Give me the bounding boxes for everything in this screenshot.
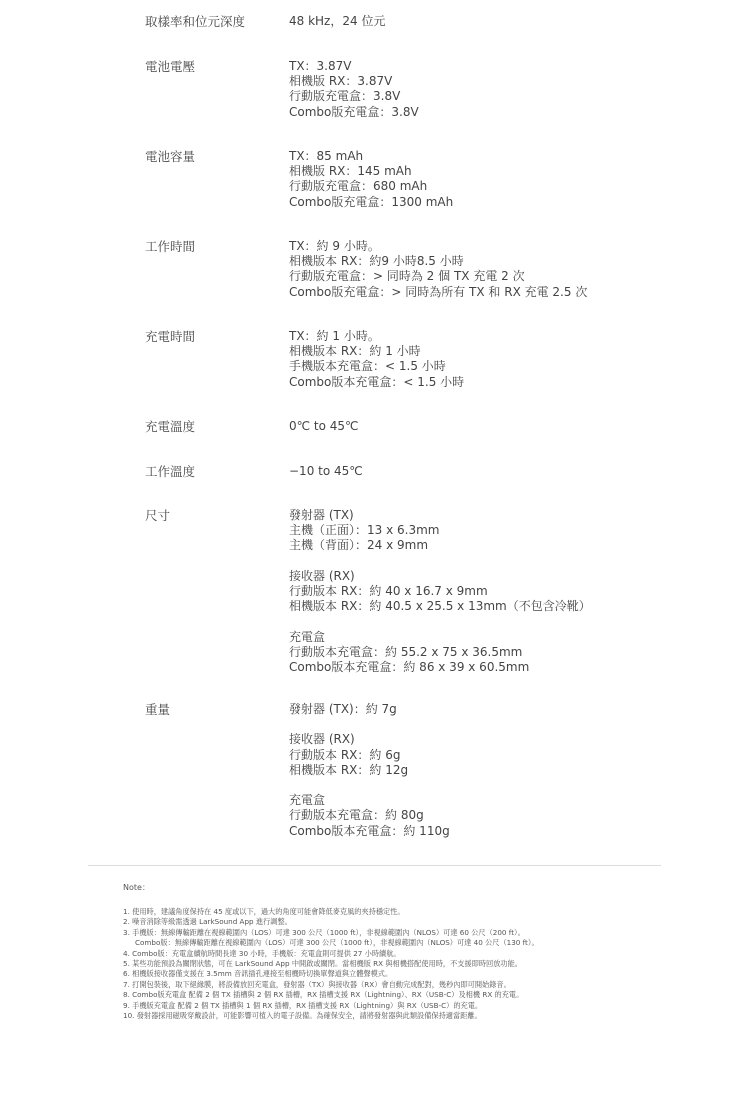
spec-value [289, 239, 587, 300]
spec-value-line: 行動版本充電盒：約 55.2 x 75 x 36.5mm [289, 644, 523, 659]
spec-value-line: 充電盒 [289, 793, 326, 808]
note-item: 1. 使用時，建議角度保持在 45 度或以下，過大的角度可能會降低麥克風的夾持穩定性。 [123, 907, 405, 916]
spec-value-line: 0℃ to 45℃ [289, 419, 359, 433]
note-item-continuation: Combo版：無線傳輸距離在視線範圍內（LOS）可達 300 公尺（1000 ft），非視線範圍內（NLOS）可達 40 公尺（130 ft）。 [135, 938, 539, 948]
spec-value [289, 149, 453, 210]
spec-label: 電池容量 [145, 149, 196, 164]
note-item: 3. 手機版：無線傳輸距離在視線範圍內（LOS）可達 300 公尺（1000 ft），非視線範圍內（NLOS）可達 60 公尺（200 ft）。 [123, 927, 525, 937]
spec-value-line: Combo版充電盒：3.8V [289, 104, 419, 119]
spec-value-gap [289, 778, 450, 793]
spec-value-line: 相機版本 RX：約9 小時8.5 小時 [289, 254, 464, 269]
spec-value-line: 行動版充電盒：3.8V [289, 89, 401, 104]
spec-value-line: Combo版充電盒：1300 mAh [289, 194, 454, 209]
spec-value-line: 手機版本充電盒：< 1.5 小時 [289, 359, 446, 374]
spec-value-line: 相機版本 RX：約 40.5 x 25.5 x 13mm（不包含冷靴） [289, 599, 591, 614]
spec-label: 取樣率和位元深度 [145, 14, 246, 29]
spec-value-line: 接收器 (RX) [289, 732, 355, 747]
note-item: 5. 某些功能預設為關閉狀態，可在 LarkSound App 中開啟或關閉。當相機版 RX 與相機搭配使用時，不支援即時回放功能。 [123, 959, 522, 969]
spec-value-line: Combo版本充電盒：約 86 x 39 x 60.5mm [289, 659, 530, 674]
note-item: 6. 相機版接收器僅支援在 3.5mm 音訊插孔連接至相機時切換單聲道與立體聲模式。 [123, 969, 393, 979]
spec-value-line: 行動版充電盒：> 同時為 2 個 TX 充電 2 次 [289, 269, 525, 284]
spec-value-line: Combo版本充電盒：< 1.5 小時 [289, 374, 465, 389]
spec-value-line: TX：3.87V [289, 59, 352, 73]
spec-label: 電池電壓 [145, 59, 196, 74]
spec-value [289, 464, 363, 479]
spec-value-line: −10 to 45℃ [289, 464, 363, 478]
spec-value [289, 508, 591, 675]
spec-value-line: 相機版本 RX：約 12g [289, 762, 409, 777]
spec-value-line: TX：約 9 小時。 [289, 239, 380, 253]
spec-value [289, 59, 419, 120]
note-item: 4. Combo版：充電盒續航時間長達 30 小時，手機版：充電盒則可提供 27 小時續航。 [123, 948, 401, 958]
note-item: 8. Combo版充電盒 配備 2 個 TX 插槽與 2 個 RX 插槽，RX 插槽支援 RX（Lightning）、RX（USB-C）及相機 RX 的充電。 [123, 990, 524, 1000]
spec-value-line: 相機版本 RX：約 1 小時 [289, 344, 421, 359]
note-item: 7. 打開包裝後，取下絕緣膜，將設備放回充電盒，發射器（TX）與接收器（RX）會自動完成配對，幾秒內即可開始錄音。 [123, 979, 511, 989]
spec-value-line: 行動版本充電盒：約 80g [289, 808, 424, 823]
spec-value [289, 14, 385, 29]
note-item: 9. 手機版充電盒 配備 2 個 TX 插槽與 1 個 RX 插槽，RX 插槽支援 RX（Lightning）與 RX（USB-C）的充電。 [123, 1000, 483, 1010]
spec-value-line: 行動版本 RX：約 40 x 16.7 x 9mm [289, 583, 488, 598]
spec-value-line: 相機版 RX：3.87V [289, 74, 393, 89]
spec-value-line: 相機版 RX：145 mAh [289, 164, 412, 179]
notes-title: Note： [123, 883, 150, 892]
spec-value-gap [289, 614, 591, 629]
spec-label: 充電溫度 [145, 419, 196, 434]
spec-value-line: 行動版充電盒：680 mAh [289, 179, 428, 194]
spec-value-line: 發射器 (TX)：約 7g [289, 702, 397, 716]
spec-label: 充電時間 [145, 329, 196, 344]
spec-label: 尺寸 [145, 508, 171, 523]
spec-value-line: TX：85 mAh [289, 149, 364, 163]
spec-value [289, 419, 359, 434]
spec-value-line: 主機（背面）：24 x 9mm [289, 538, 429, 553]
spec-value-line: TX：約 1 小時。 [289, 329, 380, 343]
spec-value [289, 329, 464, 390]
spec-value-gap [289, 717, 450, 732]
spec-value-line: 發射器 (TX) [289, 508, 354, 522]
spec-value-line: Combo版本充電盒：約 110g [289, 823, 450, 838]
spec-value-line: Combo版充電盒：> 同時為所有 TX 和 RX 充電 2.5 次 [289, 284, 588, 299]
spec-value-line: 接收器 (RX) [289, 568, 355, 583]
section-divider [88, 865, 661, 866]
spec-value [289, 702, 450, 839]
spec-label: 重量 [145, 702, 171, 717]
spec-value-line: 主機（正面）：13 x 6.3mm [289, 523, 440, 538]
notes-section [123, 882, 539, 1021]
spec-label: 工作時間 [145, 239, 196, 254]
note-item: 10. 發射器採用磁吸穿戴設計，可能影響可植入的電子設備。為確保安全，請將發射器與此類設備保持適當距離。 [123, 1011, 482, 1021]
spec-value-line: 充電盒 [289, 629, 326, 644]
spec-value-gap [289, 554, 591, 569]
spec-label: 工作溫度 [145, 464, 196, 479]
spec-value-line: 行動版本 RX：約 6g [289, 747, 401, 762]
spec-value-line: 48 kHz，24 位元 [289, 14, 386, 28]
note-item: 2. 噪音消除等級需透過 LarkSound App 進行調整。 [123, 917, 292, 927]
